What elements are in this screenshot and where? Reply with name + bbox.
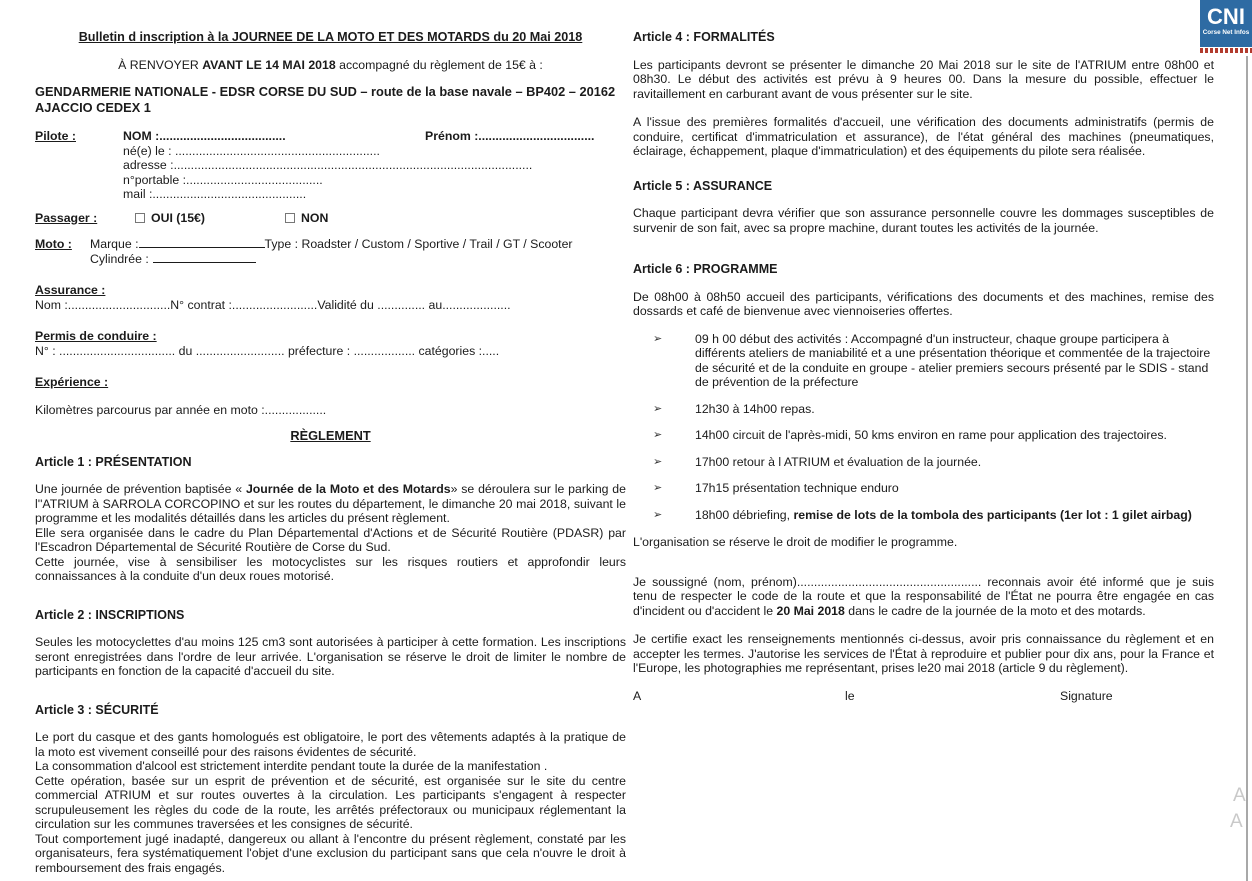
cni-logo-name: Corse Net Infos: [1202, 29, 1250, 36]
article3-heading: Article 3 : SÉCURITÉ: [35, 702, 159, 717]
pilote-prenom-field: Prénom :..................................: [425, 129, 595, 143]
article1-p1-pre: Une journée de prévention baptisée «: [35, 482, 246, 496]
signature-label: Signature: [1060, 688, 1113, 703]
form-title: Bulletin d inscription à la JOURNEE DE LA MOTO ET DES MOTARDS du 20 Mai 2018: [78, 30, 583, 44]
moto-fields: [90, 237, 626, 266]
program-item-run: 17h00 retour à l ATRIUM et évaluation de la journée.: [695, 454, 982, 469]
moto-marque-blank: [139, 237, 265, 248]
page-edge-line: [1246, 56, 1248, 881]
program-item-text: [695, 332, 1214, 390]
cni-logo-acronym: CNI: [1207, 4, 1245, 29]
program-item: [633, 332, 1214, 390]
article6-heading: Article 6 : PROGRAMME: [633, 262, 778, 276]
program-item-text: [695, 508, 1214, 523]
non-checkbox: [285, 213, 295, 223]
article5-paragraph1: Chaque participant devra vérifier que son assurance personnelle couvre les dommages susceptibles de survenir de son fait, avec sa propre machine, durant toutes les activités de la journée.: [633, 206, 1214, 235]
non-label: NON: [301, 210, 329, 225]
pilote-address-field: adresse :.........................................................................................................: [123, 158, 533, 172]
program-item-run: 17h15 présentation technique enduro: [695, 481, 899, 495]
experience-km-field: Kilomètres parcourus par année en moto :..................: [35, 402, 327, 417]
send-before-deadline: AVANT LE 14 MAI 2018: [202, 57, 336, 72]
moto-marque-label: Marque :: [90, 237, 139, 251]
recipient-address-line1: GENDARMERIE NATIONALE - EDSR CORSE DU SUD – route de la base navale – BP402 – 20162: [35, 84, 616, 99]
moto-section: [35, 237, 626, 266]
program-item-text: [695, 428, 1214, 443]
program-item-text: [695, 455, 1214, 470]
moto-cylindree-row: [90, 252, 626, 267]
article6-outro: L'organisation se réserve le droit de modifier le programme.: [633, 535, 958, 549]
article1-paragraph1: [35, 482, 626, 526]
moto-cylindree-label: Cylindrée :: [90, 251, 149, 266]
declaration-paragraph1: [633, 575, 1214, 619]
signature-place-label: A: [633, 688, 642, 703]
pilote-nom-field: NOM :.....................................: [123, 129, 286, 143]
passager-non-option: [285, 211, 328, 226]
assurance-fields: Nom :..............................N° contrat :.........................Validité du .............. au....................: [35, 297, 511, 312]
arrow-bullet-icon: ➢: [653, 428, 663, 441]
permis-label: Permis de conduire :: [35, 329, 157, 343]
signature-date-label: le: [845, 688, 855, 703]
pilote-label: Pilote :: [35, 129, 76, 143]
article1-paragraph3: Cette journée, vise à sensibiliser les motocyclistes sur les risques routiers et approfondir leurs connaissances à la conduite d'un deux roues motorisé.: [35, 554, 626, 583]
send-before-prefix: À RENVOYER: [118, 57, 203, 72]
moto-type-options: Type : Roadster / Custom / Sportive / Trail / GT / Scooter: [264, 237, 573, 251]
pilote-fields: [123, 129, 626, 202]
arrow-bullet-icon: ➢: [653, 507, 663, 521]
article3-paragraph3: Cette opération, basée sur un esprit de prévention et de sécurité, est organisée sur le site du centre commercial ATRIUM et sur routes ouvertes à la circulation. Les participants s'engagent à respecter scrupuleusement les règles du code de la route, les arrêtés préfectoraux ou municipaux réglementant la circulation sur les communes traversées et les consignes de sécurité.: [35, 773, 626, 831]
declaration-p1-date: 20 Mai 2018: [776, 603, 845, 618]
passager-options: [123, 211, 626, 226]
article4-paragraph2: A l'issue des premières formalités d'accueil, une vérification des documents administratifs (permis de conduire, certificat d'immatriculation et assurance), de l'état général des machines (pneumatiques, éclairage, échappement, plaque d'immatriculation) et des équipements du pilote sera réalisée.: [633, 115, 1214, 158]
article1-heading: Article 1 : PRÉSENTATION: [35, 454, 192, 469]
program-item-run: 14h00 circuit de l'après-midi, 50 kms environ en rame pour application des trajectoires.: [695, 428, 1167, 442]
declaration-p1-post: dans le cadre de la journée de la moto et des motards.: [844, 603, 1146, 618]
declaration-p1-pre: Je soussigné (nom, prénom)...................................................... reconnais avoir été informé que je suis tenu de respecter le code de la route et que la responsabilité de l'État ne pourra être engagée en cas d'incident ou d'accident le: [633, 574, 1214, 618]
program-item-bold: remise de lots de la tombola des participants (1er lot : 1 gilet airbag): [793, 507, 1192, 522]
permis-fields: N° : .................................. du .......................... préfecture : .................. catégories :.....: [35, 343, 500, 358]
article3-paragraph4: Tout comportement jugé inadapté, dangereux ou allant à l'encontre du présent règlement, constaté par les organisateurs, fera systématiquement l'objet d'une exclusion du participant sans que cela n'ouvre le droit à remboursement des frais engagés.: [35, 831, 626, 875]
left-column: [35, 0, 626, 875]
article1-paragraph2: Elle sera organisée dans le cadre du Plan Départemental d'Actions et de Sécurité Routière (PDASR) par l'Escadron Départemental de Sécurité Routière de Corse du Sud.: [35, 525, 626, 554]
pilote-mail-field: mail :.............................................: [123, 187, 307, 201]
arrow-bullet-icon: ➢: [653, 401, 663, 415]
moto-cylindree-blank: [153, 252, 256, 263]
program-item: [633, 402, 1214, 417]
oui-checkbox: [135, 213, 145, 223]
program-item-run: 12h30 à 14h00 repas.: [695, 401, 815, 416]
article2-heading: Article 2 : INSCRIPTIONS: [35, 607, 185, 622]
passager-oui-option: [135, 211, 205, 226]
moto-label: Moto :: [35, 237, 72, 251]
pilote-name-row: [123, 129, 626, 144]
article1-p1-post: » se déroulera sur le parking de l''ATRIUM à SARROLA CORCOPINO et sur les routes du département, le dimanche 20 mai 2018, suivant le programme et les modalités détaillés dans les articles du présent règlement.: [35, 482, 626, 525]
program-item: [633, 455, 1214, 470]
article4-paragraph1: Les participants devront se présenter le dimanche 20 Mai 2018 sur le site de l'ATRIUM entre 08h00 et 08h30. Le début des activités est prévu à 9 heures 00. Dans la mesure du possible, effectuer le ravitaillement en carburant avant de vous présenter sur le site.: [633, 57, 1214, 101]
article2-paragraph1: Seules les motocyclettes d'au moins 125 cm3 sont autorisées à participer à cette formation. Les inscriptions seront enregistrées dans l'ordre de leur arrivée. L'organisation se réserve le droit de limiter le nombre de participants en fonction de la capacité d'accueil du site.: [35, 635, 626, 678]
article3-paragraph1: Le port du casque et des gants homologués est obligatoire, le port des vêtements adaptés à la pratique de la moto est vivement conseillé pour des raisons évidentes de sécurité.: [35, 730, 626, 759]
passager-label: Passager :: [35, 210, 98, 225]
program-item: [633, 428, 1214, 443]
article4-heading: Article 4 : FORMALITÉS: [633, 30, 775, 44]
pilote-phone-field: n°portable :........................................: [123, 172, 323, 187]
assurance-label: Assurance :: [35, 283, 106, 297]
send-before-line: [35, 58, 626, 73]
program-item-text: [695, 481, 1214, 496]
article3-paragraph2: La consommation d'alcool est strictement interdite pendant toute la durée de la manifestation .: [35, 759, 548, 773]
faint-letter-artifact: A: [1233, 785, 1246, 806]
program-item-run: 09 h 00 début des activités : Accompagné d'un instructeur, chaque groupe participera à différents ateliers de maniabilité et a une présentation théorique et commentée de la trajectoire de sécurité et de la conduite en groupe - atelier premiers secours présenté par le SDIS - stand de prévention de la préfecture: [695, 331, 1211, 389]
arrow-bullet-icon: ➢: [653, 481, 663, 494]
arrow-bullet-icon: ➢: [653, 454, 663, 468]
article6-intro: De 08h00 à 08h50 accueil des participants, vérifications des documents et des machines, remise des dossards et café de bienvenue avec viennoiseries offertes.: [633, 289, 1214, 318]
article1-p1-bold: Journée de la Moto et des Motards: [245, 482, 451, 496]
declaration-paragraph2: Je certifie exact les renseignements mentionnés ci-dessus, avoir pris connaissance du règlement et en accepter les termes. J'autorise les services de l'État à reproduire et publier pour dix ans, pour la France et l'Europe, les photographies me représentant, prises le20 mai 2018 (article 9 du règlement).: [633, 632, 1214, 675]
program-item-run: 18h00 débriefing,: [695, 507, 794, 522]
article5-heading: Article 5 : ASSURANCE: [633, 178, 773, 193]
passager-section: [35, 211, 626, 226]
oui-label: OUI (15€): [151, 210, 205, 225]
recipient-address: [35, 84, 626, 116]
right-column: [633, 0, 1214, 705]
arrow-bullet-icon: ➢: [653, 331, 663, 345]
moto-marque-row: [90, 237, 626, 252]
program-item-text: [695, 402, 1214, 417]
program-item: [633, 481, 1214, 496]
pilote-section: [35, 129, 626, 202]
pilote-birthdate-field: né(e) le : ............................................................: [123, 143, 380, 158]
program-item: [633, 508, 1214, 523]
send-before-suffix: accompagné du règlement de 15€ à :: [335, 57, 543, 72]
reglement-title: RÈGLEMENT: [290, 428, 371, 443]
experience-label: Expérience :: [35, 375, 109, 389]
recipient-address-line2: AJACCIO CEDEX 1: [35, 100, 151, 115]
faint-letter-artifact: A: [1230, 811, 1243, 832]
signature-row: [633, 689, 1214, 705]
